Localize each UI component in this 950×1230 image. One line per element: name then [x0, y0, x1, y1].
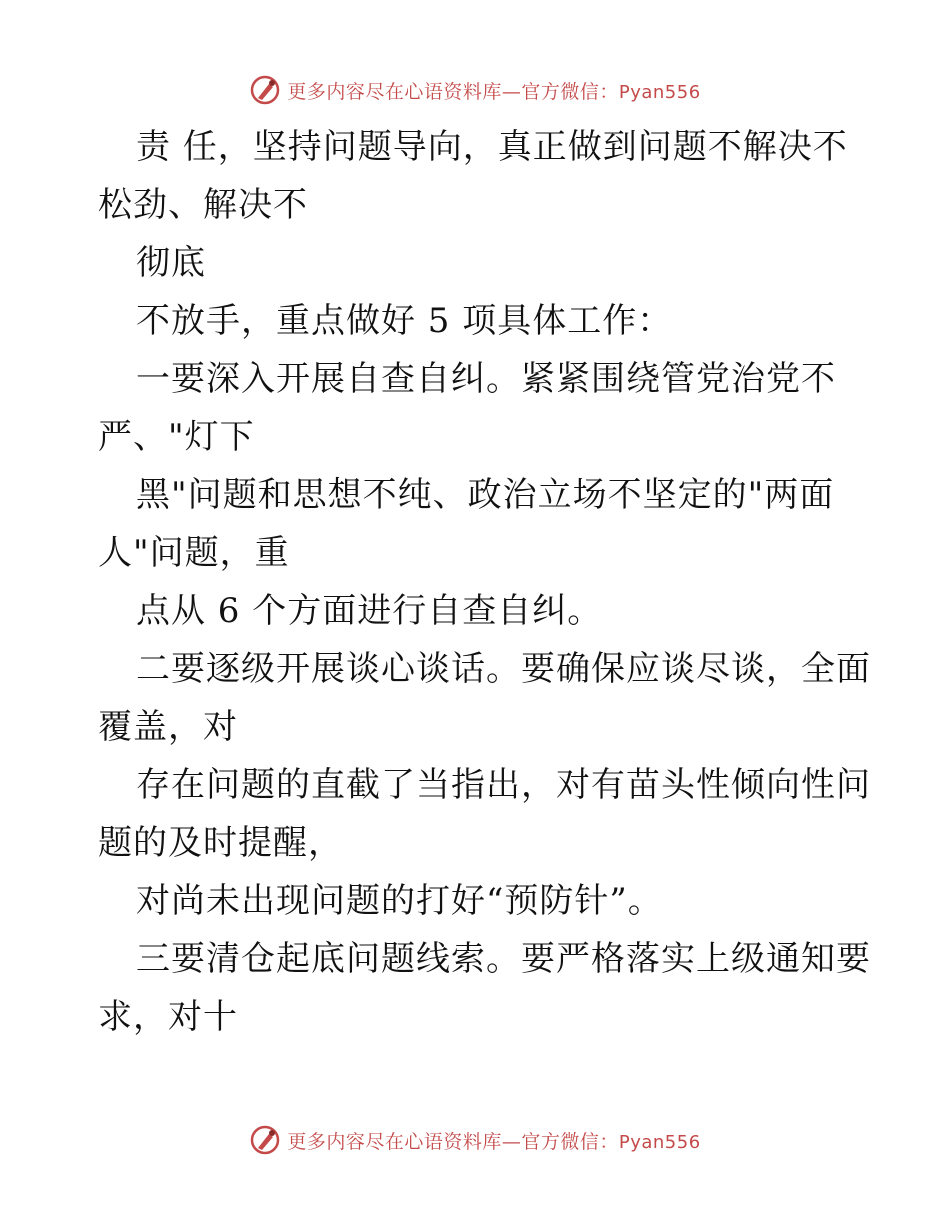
header-watermark	[0, 70, 950, 110]
text-line: 松劲、解决不	[98, 185, 308, 225]
footer-watermark	[0, 1120, 950, 1160]
watermark-text: 更多内容尽在心语资料库—官方微信：Pyan556	[287, 80, 701, 103]
pen-logo-icon	[249, 74, 281, 106]
text-line: 点从 6 个方面进行自查自纠。	[136, 591, 603, 631]
text-line: 彻底	[136, 243, 206, 283]
text-line: 题的及时提醒，	[98, 823, 343, 863]
watermark-text: 更多内容尽在心语资料库—官方微信：Pyan556	[287, 1130, 701, 1153]
text-line: 二要逐级开展谈心谈话。要确保应谈尽谈，全面	[136, 649, 871, 689]
text-line: 不放手，重点做好 5 项具体工作：	[136, 301, 673, 341]
pen-logo-icon	[249, 1124, 281, 1156]
text-line: 覆盖，对	[98, 707, 238, 747]
text-line: 求，对十	[98, 997, 238, 1037]
text-line: 责 任，坚持问题导向，真正做到问题不解决不	[136, 127, 848, 167]
text-line: 严、"灯下	[98, 417, 255, 457]
text-line: 存在问题的直截了当指出，对有苗头性倾向性问	[136, 765, 871, 805]
text-line: 三要清仓起底问题线索。要严格落实上级通知要	[136, 939, 871, 979]
text-line: 对尚未出现问题的打好“预防针”。	[136, 881, 663, 921]
document-body	[98, 118, 871, 1046]
text-line: 人"问题，重	[98, 533, 290, 573]
text-line: 黑"问题和思想不纯、政治立场不坚定的"两面	[136, 475, 835, 515]
text-line: 一要深入开展自查自纠。紧紧围绕管党治党不	[136, 359, 836, 399]
